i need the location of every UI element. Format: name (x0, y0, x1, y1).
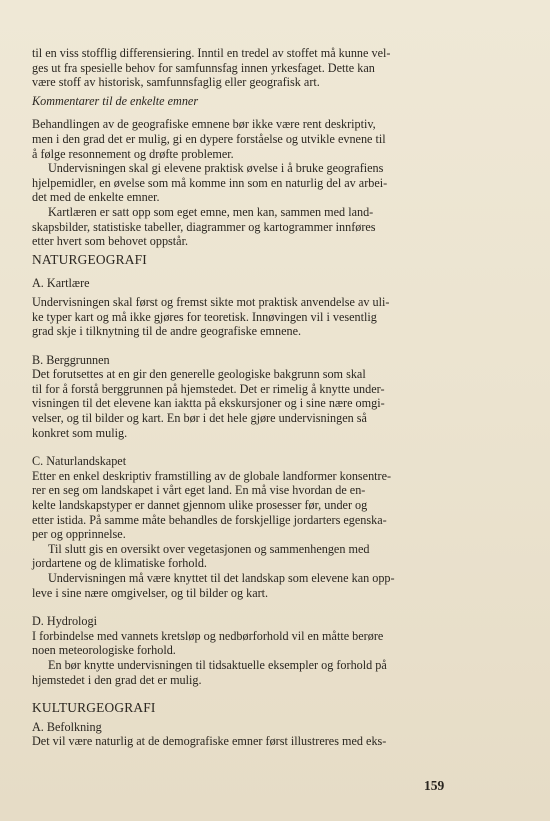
text-line: rer en seg om landskapet i vårt eget land. En må vise hvordan de en- (32, 483, 366, 498)
intro-paragraph (32, 46, 444, 90)
text-line: noen meteorologiske forhold. (32, 643, 176, 658)
text-line: være stoff av historisk, samfunnsfaglig eller geografisk art. (32, 75, 320, 90)
text-line: Det forutsettes at en gir den generelle geologiske bakgrunn som skal (32, 367, 366, 382)
paragraph-1 (32, 117, 444, 161)
text-line: Til slutt gis en oversikt over vegetasjonen og sammenhengen med (48, 541, 370, 556)
text-line: grad skje i tilknytning til de andre geografiske emnene. (32, 324, 302, 339)
text-line: Det vil være naturlig at de demografiske emner først illustreres med eks- (32, 734, 387, 749)
text-line: men i den grad det er mulig, gi en dypere forståelse og utvikle evnene til (32, 131, 386, 146)
hydrologi-paragraph (32, 629, 444, 658)
text-line: å følge resonnement og drøfte problemer. (32, 146, 234, 161)
text-line: skapsbilder, statistiske tabeller, diagrammer og kartogrammer innføres (32, 219, 376, 234)
text-line: hjemstedet i den grad det er mulig. (32, 672, 202, 687)
text-line: En bør knytte undervisningen til tidsaktuelle eksempler og forhold på (48, 657, 387, 672)
text-line: jordartene og de klimatiske forhold. (32, 556, 207, 571)
comments-heading: Kommentarer til de enkelte emner (32, 93, 199, 108)
text-line: ke typer kart og må ikke gjøres for teoretisk. Innøvingen vil i vesentlig (32, 309, 377, 324)
text-line: Kartlæren er satt opp som eget emne, men kan, sammen med land- (48, 204, 374, 219)
paragraph-2 (32, 161, 444, 205)
text-line: Undervisningen skal gi elevene praktisk øvelse i å bruke geografiens (48, 161, 384, 176)
subsection-heading-naturlandskapet: C. Naturlandskapet (32, 454, 127, 469)
text-line: visningen til det elevene kan iaktta på ekskursjoner og i sine nære omgi- (32, 396, 385, 411)
text-line: velser, og til bilder og kart. En bør i det hele gjøre undervisningen så (32, 411, 367, 426)
subsection-heading-berggrunnen: B. Berggrunnen (32, 352, 110, 367)
text-line: leve i sine nære omgivelser, og til bilder og kart. (32, 585, 269, 600)
naturlandskapet-paragraph (32, 469, 444, 542)
page-body (32, 46, 444, 749)
text-line: etter hvert som behovet oppstår. (32, 234, 189, 249)
text-line: konkret som mulig. (32, 425, 128, 440)
kartlaere-paragraph (32, 295, 444, 339)
text-line: til en viss stofflig differensiering. Inntil en tredel av stoffet må kunne vel- (32, 46, 391, 60)
text-line: Etter en enkel deskriptiv framstilling av de globale landformer konsentre- (32, 468, 392, 483)
text-line: Behandlingen av de geografiske emnene bør ikke være rent deskriptiv, (32, 117, 376, 132)
naturlandskapet-paragraph-3 (32, 571, 444, 600)
page-number: 159 (424, 778, 445, 793)
text-line: I forbindelse med vannets kretsløp og nedbørforhold vil en måtte berøre (32, 628, 384, 643)
section-heading-kulturgeografi: KULTURGEOGRAFI (32, 700, 156, 716)
text-line: hjelpemidler, en øvelse som må komme inn som en naturlig del av arbei- (32, 175, 388, 190)
subsection-heading-befolkning: A. Befolkning (32, 719, 102, 734)
naturlandskapet-paragraph-2 (32, 542, 444, 571)
subsection-heading-hydrologi: D. Hydrologi (32, 614, 97, 629)
section-heading-naturgeografi: NATURGEOGRAFI (32, 251, 147, 267)
paragraph-3 (32, 205, 444, 249)
befolkning-paragraph (32, 734, 444, 749)
text-line: kelte landskapstyper er dannet gjennom ulike prosesser før, under og (32, 498, 368, 513)
berggrunnen-paragraph (32, 367, 444, 440)
text-line: ges ut fra spesielle behov for samfunnsfag innen yrkesfaget. Dette kan (32, 60, 375, 75)
text-line: etter istida. På samme måte behandles de forskjellige jordarters egenska- (32, 512, 387, 527)
text-line: til for å forstå berggrunnen på hjemstedet. Det er rimelig å knytte under- (32, 381, 385, 396)
hydrologi-paragraph-2 (32, 658, 444, 687)
text-line: det med de enkelte emner. (32, 190, 160, 205)
text-line: Undervisningen må være knyttet til det landskap som elevene kan opp- (48, 571, 395, 585)
text-line: per og opprinnelse. (32, 527, 126, 542)
text-line: Undervisningen skal først og fremst sikte mot praktisk anvendelse av uli- (32, 294, 390, 309)
subsection-heading-kartlaere: A. Kartlære (32, 276, 90, 291)
